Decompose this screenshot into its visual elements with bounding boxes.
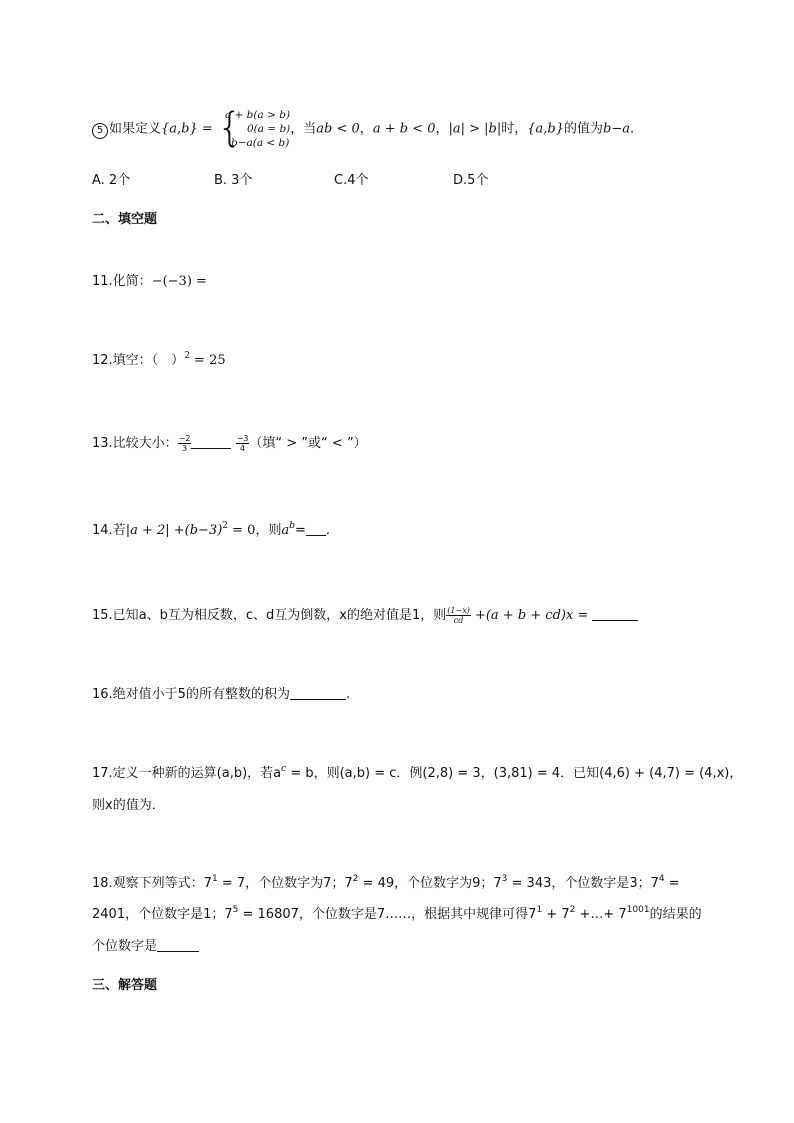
numerator: −3 <box>236 434 249 443</box>
base: a <box>281 523 290 538</box>
question-18-line-3 <box>92 938 199 956</box>
period: . <box>345 687 351 702</box>
item5-text3: 时， <box>501 121 528 137</box>
item5-eq: = <box>197 121 217 137</box>
option-a[interactable]: A. 2个 <box>92 173 131 188</box>
q18-text: 个位数字是 <box>92 939 158 954</box>
item5-pair: {a,b} <box>161 121 198 137</box>
exponent: 1 <box>211 874 218 884</box>
q18-text: + 7 <box>542 907 570 922</box>
q16-text: 16.绝对值小于5的所有整数的积为 <box>92 687 290 702</box>
denominator: cd <box>453 616 464 625</box>
question-16 <box>92 686 350 704</box>
q12-rest: = 25 <box>189 353 226 368</box>
question-18-line-1 <box>92 875 680 893</box>
piecewise-definition <box>216 105 291 151</box>
item-5 <box>92 105 635 151</box>
section-title-fill-blanks: 二、填空题 <box>92 212 158 227</box>
cond-1: ab < 0 <box>316 121 360 137</box>
left-brace-icon: { <box>216 105 243 151</box>
answer-blank[interactable] <box>290 687 346 700</box>
q13-label: 13.比较大小： <box>92 436 178 451</box>
question-14 <box>92 522 330 540</box>
exponent: 5 <box>232 905 239 915</box>
answer-blank[interactable] <box>306 523 326 536</box>
q14-expr1: |a + 2| +(b−3) <box>125 523 223 538</box>
exponent: b <box>289 521 295 531</box>
answer-blank[interactable] <box>191 436 231 449</box>
question-17-line-2: 则x的值为． <box>92 798 165 813</box>
question-12 <box>92 352 226 370</box>
q18-text: = <box>664 876 680 891</box>
section-title-solve: 三、解答题 <box>92 978 158 993</box>
denominator: 3 <box>182 444 188 453</box>
question-18-line-2 <box>92 906 702 924</box>
answer-options <box>92 172 692 190</box>
option-d[interactable]: D.5个 <box>453 173 489 188</box>
q14-tail: = <box>294 523 306 538</box>
exponent: 3 <box>501 874 508 884</box>
sep: ， <box>359 121 373 137</box>
q17-line1-b: = b，则(a,b) = c．例(2,8) = 3，(3,81) = 4．已知(4,6) + (4,7) = (4,x)， <box>286 766 743 781</box>
q12-label: 12.填空：（ ） <box>92 353 185 368</box>
q14-expr2: = 0，则 <box>228 523 282 538</box>
case-2: 0(a = b) <box>246 123 291 135</box>
period: . <box>630 121 635 137</box>
denominator: 4 <box>239 444 246 453</box>
fraction-2 <box>236 434 250 453</box>
q18-text: 2401，个位数字是1；7 <box>92 907 233 922</box>
q15-label: 15.已知 <box>92 608 139 623</box>
question-15 <box>92 606 638 625</box>
q18-text: = 16807，个位数字是7……，根据其中规律可得7 <box>238 907 537 922</box>
q18-text: 的结果的 <box>649 907 702 922</box>
exponent: 2 <box>352 874 359 884</box>
q12-exponent: 2 <box>184 351 190 361</box>
case-1: a + b(a > b) <box>224 109 291 121</box>
fraction-1 <box>178 434 192 453</box>
q18-text: = 7，个位数字为7；7 <box>217 876 353 891</box>
cond-2: a + b < 0 <box>372 121 436 137</box>
q18-text: 18.观察下列等式：7 <box>92 876 212 891</box>
exponent: 2 <box>222 521 229 531</box>
case-3: b−a(a < b) <box>230 137 290 149</box>
item5-text2: ，当 <box>290 121 317 137</box>
period: . <box>325 523 331 538</box>
exponent: c <box>281 764 287 774</box>
q15-expr: +(a + b + cd)x = <box>470 608 593 623</box>
q15-text: a、b互为相反数，c、d互为倒数，x的绝对值是1，则 <box>138 608 447 623</box>
numerator: −2 <box>178 434 191 443</box>
answer-blank[interactable] <box>157 939 199 952</box>
item5-text4: 的值为 <box>564 121 604 137</box>
q18-text: +…+ 7 <box>575 907 627 922</box>
q11-label: 11.化简： <box>92 274 152 289</box>
exponent: 1 <box>536 905 543 915</box>
exponent: 2 <box>569 905 576 915</box>
circled-number-5: 5 <box>92 123 108 139</box>
q14-label: 14.若 <box>92 523 126 538</box>
exponent: 1001 <box>626 905 650 915</box>
question-11 <box>92 273 207 291</box>
question-13 <box>92 434 367 453</box>
fraction <box>446 606 471 625</box>
question-17-line-1 <box>92 765 742 783</box>
item5-pair2: {a,b} <box>527 121 565 137</box>
q18-text: = 49，个位数字为9；7 <box>358 876 502 891</box>
q17-line1: 17.定义一种新的运算(a,b)，若a <box>92 766 282 781</box>
exponent: 4 <box>658 874 665 884</box>
cond-3: |a| > |b| <box>448 121 502 137</box>
q18-text: = 343，个位数字是3；7 <box>507 876 659 891</box>
option-b[interactable]: B. 3个 <box>214 173 253 188</box>
q11-expr: −(−3) = <box>151 274 207 289</box>
q13-tail: （填“ > ”或“ < ”） <box>249 436 367 451</box>
item5-text: 如果定义 <box>109 121 162 137</box>
sep: ， <box>435 121 449 137</box>
numerator: (1−x) <box>447 606 470 615</box>
option-c[interactable]: C.4个 <box>334 173 369 188</box>
answer-blank[interactable] <box>592 608 638 621</box>
item5-result: b−a <box>603 121 630 137</box>
